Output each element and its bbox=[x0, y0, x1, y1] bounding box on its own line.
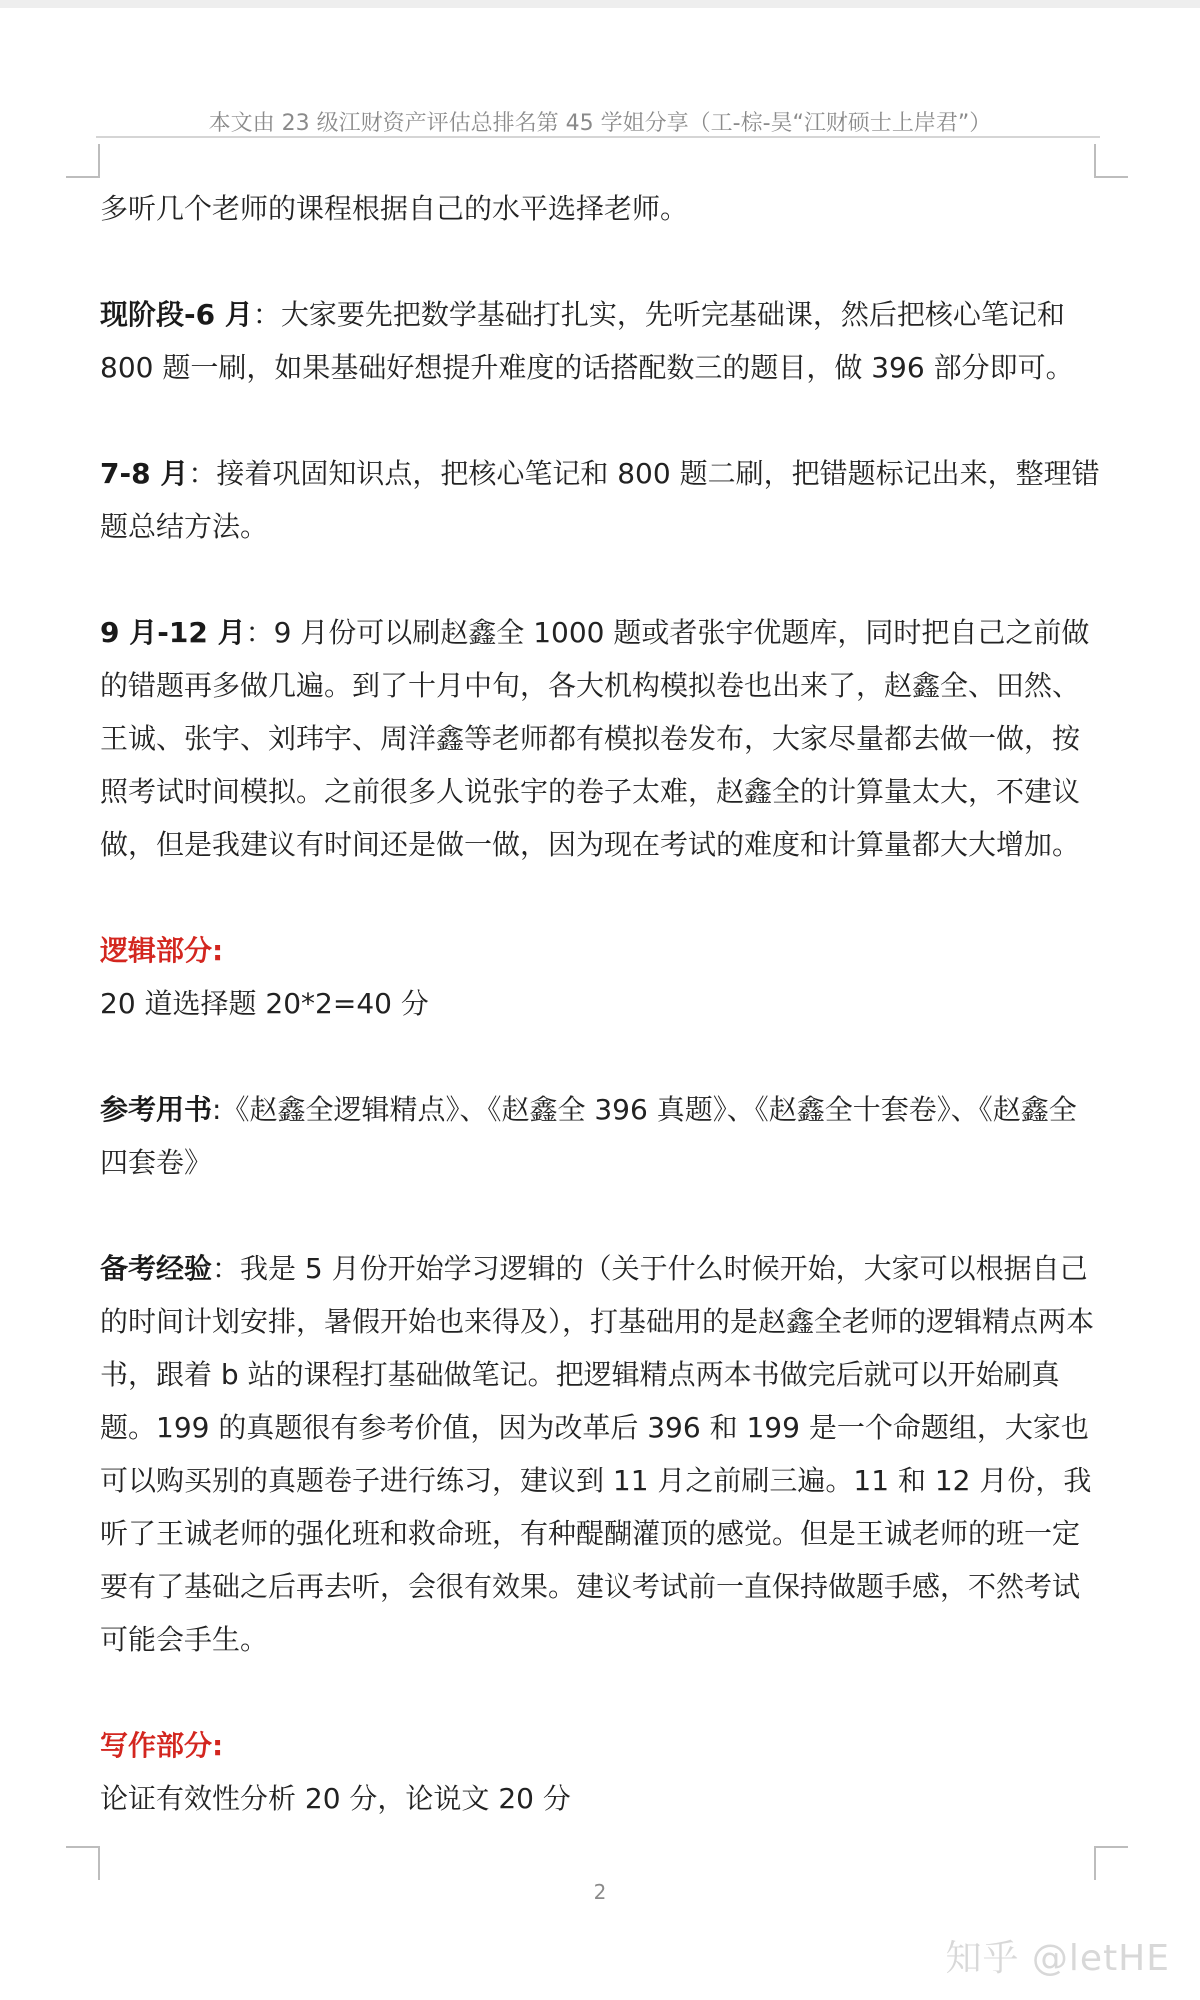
stage1-paragraph bbox=[100, 288, 1100, 394]
stage2-paragraph bbox=[100, 447, 1100, 553]
page-header: 本文由 23 级江财资产评估总排名第 45 学姐分享（工-棕-昊“江财硕士上岸君”） bbox=[208, 111, 992, 136]
stage2-text: ：接着巩固知识点，把核心笔记和 800 题二刷，把错题标记出来，整理错题总结方法。 bbox=[100, 457, 1100, 543]
corner-mark-bottom-left bbox=[66, 1846, 100, 1880]
stage3-paragraph bbox=[100, 606, 1100, 871]
intro-paragraph: 多听几个老师的课程根据自己的水平选择老师。 bbox=[100, 192, 689, 225]
corner-mark-top-left bbox=[66, 144, 100, 178]
stage2-label: 7-8 月 bbox=[100, 457, 189, 490]
page-top-strip bbox=[0, 0, 1200, 8]
stage1-label: 现阶段-6 月 bbox=[100, 298, 253, 331]
writing-score: 论证有效性分析 20 分，论说文 20 分 bbox=[100, 1782, 571, 1815]
zhihu-watermark: 知乎 @letHE bbox=[945, 1938, 1170, 1979]
experience-text: ：我是 5 月份开始学习逻辑的（关于什么时候开始，大家可以根据自己的时间计划安排，暑假开始也来得及），打基础用的是赵鑫全老师的逻辑精点两本书，跟着 b 站的课程打基础做笔记。把逻辑精点两本书做完后就可以开始刷真题。199 的真题很有参考价值，因为改革后 396 和 199 是一个命题组，大家也可以购买别的真题卷子进行练习，建议到 11 月之前刷三遍。11 和 12 月份，我听了王诚老师的强化班和救命班，有种醍醐灌顶的感觉。但是王诚老师的班一定要有了基础之后再去听，会很有效果。建议考试前一直保持做题手感，不然考试可能会手生。 bbox=[100, 1252, 1095, 1656]
books-label: 参考用书 bbox=[100, 1093, 213, 1126]
logic-score: 20 道选择题 20*2=40 分 bbox=[100, 987, 429, 1020]
stage3-label: 9 月-12 月 bbox=[100, 616, 246, 649]
header-rule bbox=[96, 136, 1100, 138]
books-text: :《赵鑫全逻辑精点》、《赵鑫全 396 真题》、《赵鑫全十套卷》、《赵鑫全四套卷》 bbox=[100, 1093, 1077, 1179]
stage1-text: ：大家要先把数学基础打扎实，先听完基础课，然后把核心笔记和 800 题一刷，如果基础好想提升难度的话搭配数三的题目，做 396 部分即可。 bbox=[100, 298, 1074, 384]
corner-mark-top-right bbox=[1094, 144, 1128, 178]
document-body bbox=[100, 182, 1100, 1825]
stage3-text: ：9 月份可以刷赵鑫全 1000 题或者张宇优题库，同时把自己之前做的错题再多做几遍。到了十月中旬，各大机构模拟卷也出来了，赵鑫全、田然、王诚、张宇、刘玮宇、周洋鑫等老师都有模拟卷发布，大家尽量都去做一做，按照考试时间模拟。之前很多人说张宇的卷子太难，赵鑫全的计算量太大，不建议做，但是我建议有时间还是做一做，因为现在考试的难度和计算量都大大增加。 bbox=[100, 616, 1090, 861]
experience-paragraph bbox=[100, 1242, 1100, 1666]
experience-label: 备考经验 bbox=[100, 1252, 213, 1285]
logic-section-heading: 逻辑部分: bbox=[100, 934, 224, 967]
books-paragraph bbox=[100, 1083, 1100, 1189]
corner-mark-bottom-right bbox=[1094, 1846, 1128, 1880]
page-number: 2 bbox=[593, 1880, 607, 1904]
writing-section-heading: 写作部分: bbox=[100, 1729, 224, 1762]
